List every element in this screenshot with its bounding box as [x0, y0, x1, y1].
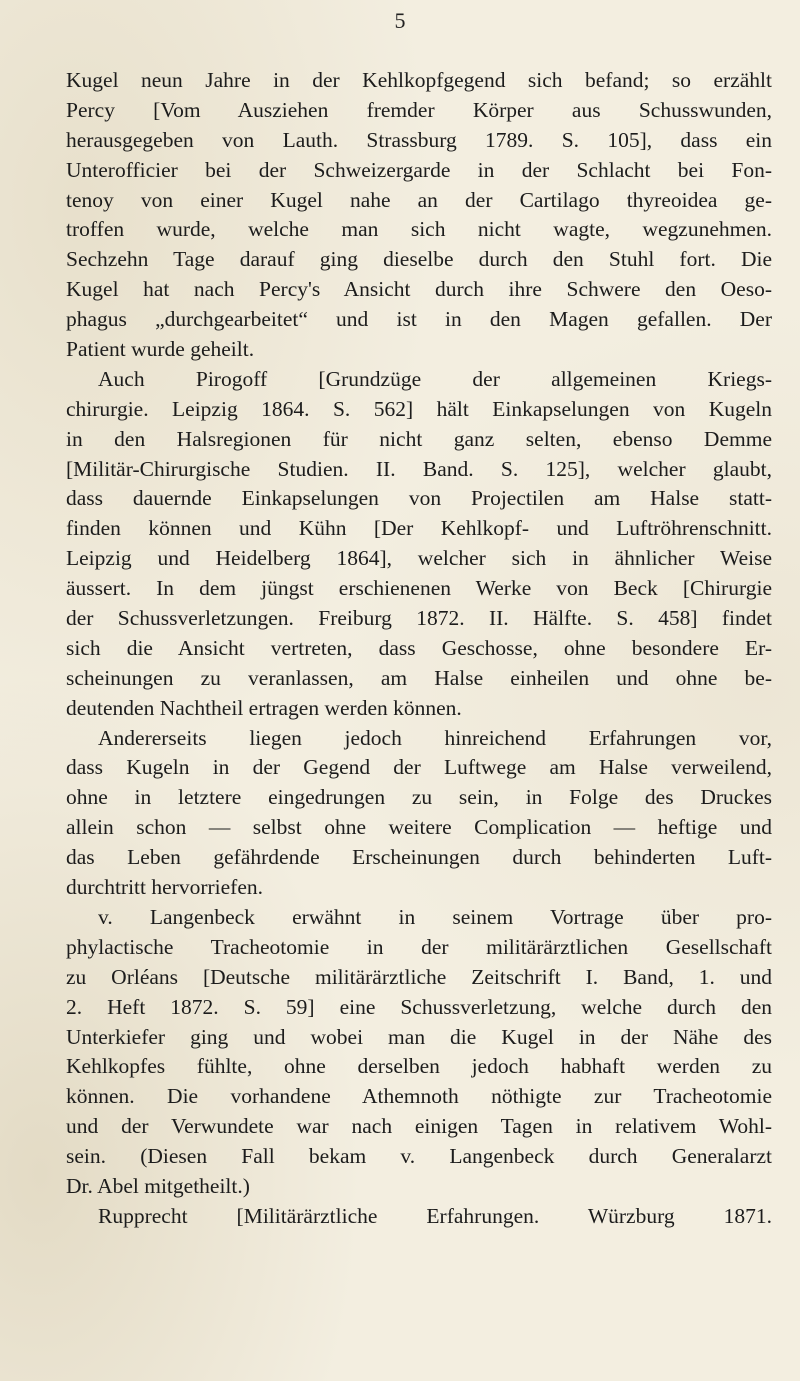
text-line: dass Kugeln in der Gegend der Luftwege am Halse verweilend, [66, 755, 772, 780]
text-line: sein. (Diesen Fall bekam v. Langenbeck durch Generalarzt [66, 1144, 772, 1169]
text-line: das Leben gefährdende Erscheinungen durch behinderten Luft- [66, 845, 772, 870]
text-line: und der Verwundete war nach einigen Tagen in relativem Wohl- [66, 1114, 772, 1139]
text-line: v. Langenbeck erwähnt in seinem Vortrage über pro- [98, 904, 772, 929]
text-line: herausgegeben von Lauth. Strassburg 1789. S. 105], dass ein [66, 127, 772, 152]
text-line: chirurgie. Leipzig 1864. S. 562] hält Einkapselungen von Kugeln [66, 396, 772, 421]
text-line: Kehlkopfes fühlte, ohne derselben jedoch habhaft werden zu [66, 1054, 772, 1079]
text-line: Kugel hat nach Percy's Ansicht durch ihre Schwere den Oeso- [66, 277, 772, 302]
text-line: Rupprecht [Militärärztliche Erfahrungen. Würzburg 1871. [98, 1203, 772, 1228]
text-line: durchtritt hervorriefen. [66, 875, 263, 900]
page-number: 5 [394, 8, 406, 33]
text-line: der Schussverletzungen. Freiburg 1872. II. Hälfte. S. 458] findet [66, 606, 772, 631]
text-line: können. Die vorhandene Athemnoth nöthigte zur Tracheotomie [66, 1084, 772, 1109]
body-text [66, 66, 772, 1232]
text-line: phylactische Tracheotomie in der militärärztlichen Gesellschaft [66, 934, 772, 959]
text-line: [Militär-Chirurgische Studien. II. Band. S. 125], welcher glaubt, [66, 456, 772, 481]
text-line: ohne in letztere eingedrungen zu sein, in Folge des Druckes [66, 785, 772, 810]
text-line: Andererseits liegen jedoch hinreichend Erfahrungen vor, [98, 725, 772, 750]
text-line: Dr. Abel mitgetheilt.) [66, 1173, 250, 1198]
text-line: Unterofficier bei der Schweizergarde in der Schlacht bei Fon- [66, 157, 772, 182]
text-line: Percy [Vom Ausziehen fremder Körper aus Schusswunden, [66, 97, 772, 122]
text-line: Leipzig und Heidelberg 1864], welcher sich in ähnlicher Weise [66, 546, 772, 571]
text-line: 2. Heft 1872. S. 59] eine Schussverletzung, welche durch den [66, 994, 772, 1019]
text-line: Auch Pirogoff [Grundzüge der allgemeinen Kriegs- [98, 366, 772, 391]
text-line: scheinungen zu veranlassen, am Halse einheilen und ohne be- [66, 665, 772, 690]
text-line: tenoy von einer Kugel nahe an der Cartilago thyreoidea ge- [66, 187, 772, 212]
text-line: allein schon — selbst ohne weitere Complication — heftige und [66, 815, 772, 840]
text-line: Unterkiefer ging und wobei man die Kugel in der Nähe des [66, 1024, 772, 1049]
text-line: finden können und Kühn [Der Kehlkopf- und Luftröhrenschnitt. [66, 516, 772, 541]
text-line: äussert. In dem jüngst erschienenen Werke von Beck [Chirurgie [66, 576, 772, 601]
text-line: zu Orléans [Deutsche militärärztliche Zeitschrift I. Band, 1. und [66, 964, 772, 989]
text-line: troffen wurde, welche man sich nicht wagte, wegzunehmen. [66, 217, 772, 242]
text-line: Sechzehn Tage darauf ging dieselbe durch den Stuhl fort. Die [66, 247, 772, 272]
text-line: dass dauernde Einkapselungen von Projectilen am Halse statt- [66, 486, 772, 511]
text-line: sich die Ansicht vertreten, dass Geschosse, ohne besondere Er- [66, 635, 772, 660]
text-line: Kugel neun Jahre in der Kehlkopfgegend sich befand; so erzählt [66, 68, 772, 92]
text-line: phagus „durchgearbeitet“ und ist in den Magen gefallen. Der [66, 307, 772, 332]
text-line: in den Halsregionen für nicht ganz selten, ebenso Demme [66, 426, 772, 451]
text-line: deutenden Nachtheil ertragen werden können. [66, 695, 462, 720]
text-line: Patient wurde geheilt. [66, 337, 255, 362]
